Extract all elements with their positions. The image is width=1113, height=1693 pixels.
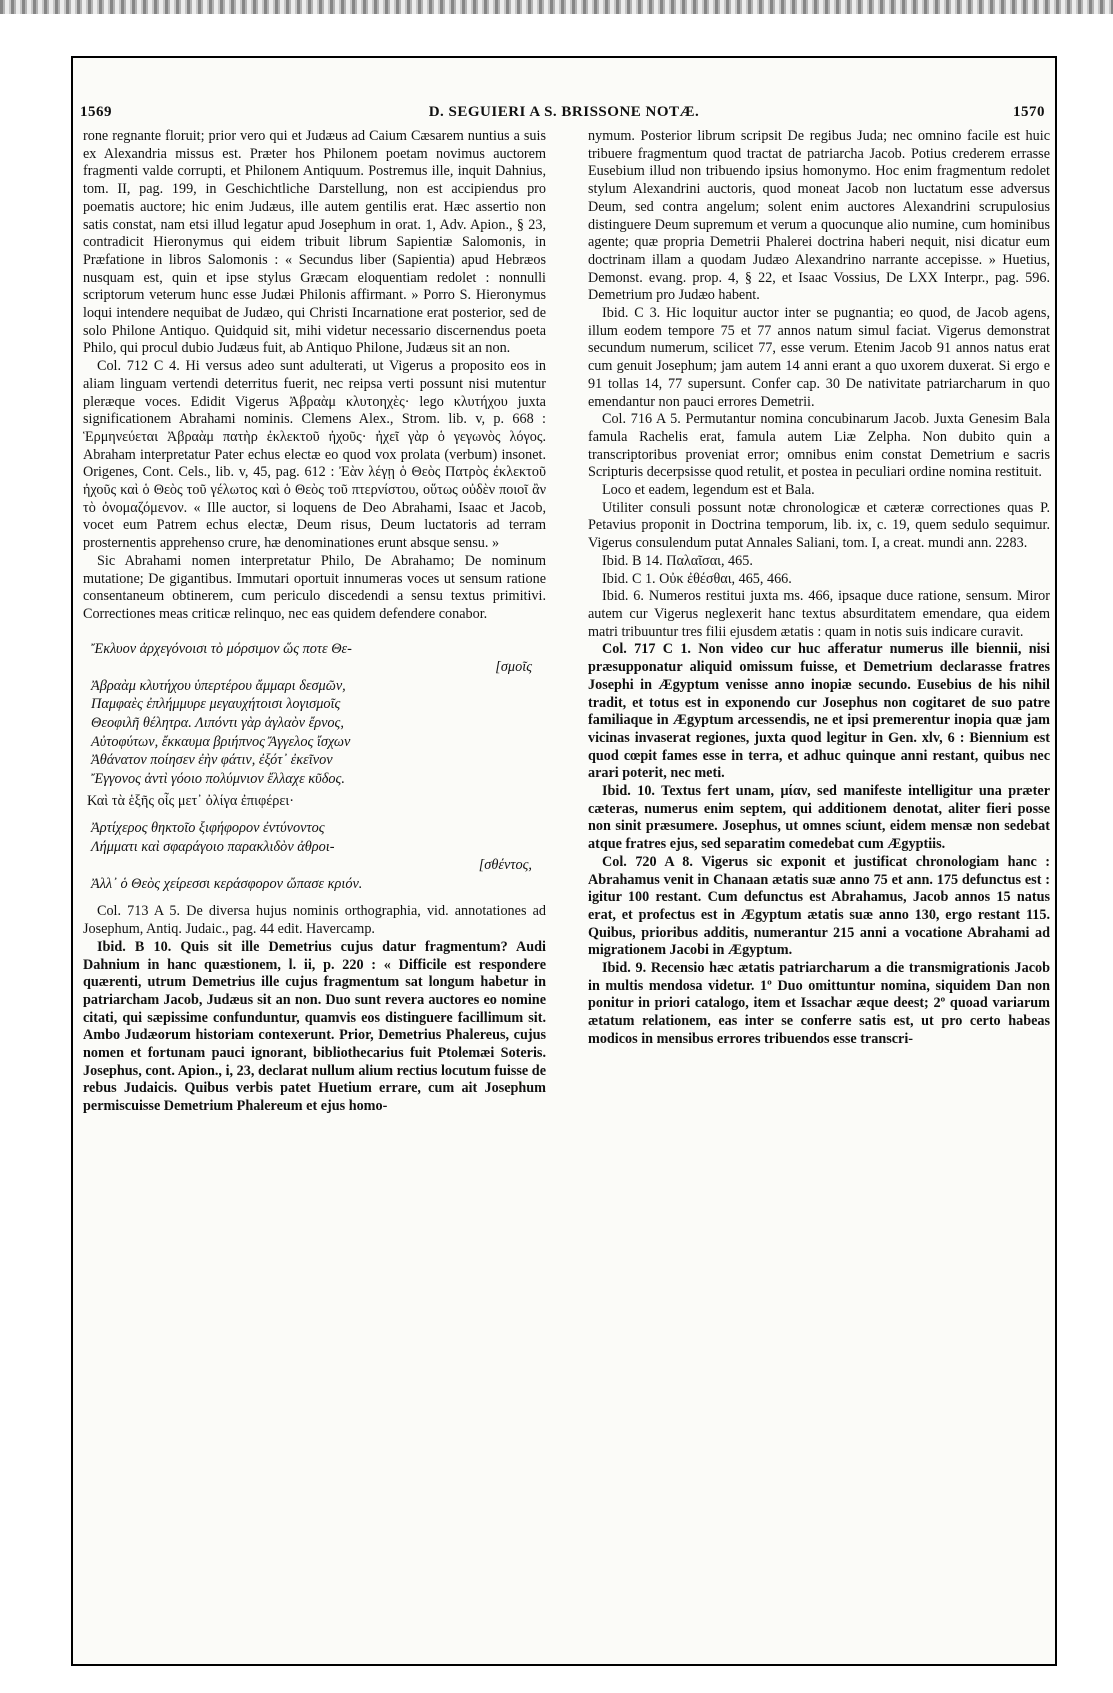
book-page [71,56,1057,1666]
paragraph: nymum. Posterior librum scripsit De regibus Juda; nec omnino facile est huic tribuere fragmentum quod tractat de patriarcha Jacob. Potius crederem errasse Eusebium illud non tribuendo ipsius homonymo. Hoc enim fragmentum redolet stylum Alexandrini auctoris, quod moneat Jacob non luctatum esse adversus Deum, sed contra angelum; solent enim auctores Alexandrini scrupulosius distinguere Deum supremum et verum a quocunque alio numine, cum hominibus agente; quæ propria Demetrii Phalerei doctrina haberi nequit, nisi dicatur eum doctrinam illam a quodam Judæo Alexandrino narrante accepisse. » Huetius, Demonst. evang. prop. 4, § 22, et Isaac Vossius, De LXX Interpr., pag. 596. Demetrium pro Judæo habent. [588,128,1050,304]
paragraph: Ibid. B 10. Quis sit ille Demetrius cujus datur fragmentum? Audi Dahnium in hanc quæstionem, l. ii, p. 220 : « Difficile est respondere quærenti, utrum Demetrius ille cujus fragmentum sat longum habetur in patriarcham Jacob, Judæus sit an non. Duo sunt revera auctores eo nomine citati, qui sæpissime confunduntur, quamvis eos distinguere facillimum sit. Ambo Judæorum historiam contexerunt. Prior, Demetrius Phalereus, cujus nomen et fortunam pauci ignorant, bibliothecarius fuit Ptolemæi Soteris. Josephus, cont. Apion., i, 23, declarat nullum alium rectius locutum fuisse de rebus Judaicis. Quibus verbis patet Huetium errare, cum ait Josephum permiscuisse Demetrium Phalereum et ejus homo- [83,938,546,1115]
paragraph: Col. 713 A 5. De diversa hujus nominis orthographia, vid. annotationes ad Josephum, Antiq. Judaic., pag. 44 edit. Havercamp. [83,903,546,938]
verse-line: Ἔγγονος ἀντὶ γόοιο πολύμνιον ἔλλαχε κῦδος. [91,770,345,787]
verse-line: Ἔκλυον ἀρχεγόνοισι τὸ μόρσιμον ὥς ποτε Θε- [91,640,352,657]
verse-continuation: [σμοῖς [495,659,532,676]
verse-line: Παμφαὲς ἐπλήμμυρε μεγαυχήτοισι λογισμοῖς [91,696,341,713]
paragraph: Ibid. C 1. Οὐκ ἐθέσθαι, 465, 466. [602,570,792,587]
right-column [588,128,1050,1049]
left-column [83,128,546,1116]
verse-line: Ἀρτίχερος θηκτοῖο ξιφήφορον ἐντύνοντος [91,820,325,837]
paragraph: Utiliter consuli possunt notæ chronologicæ et cæteræ correctiones quas P. Petavius proponit in Doctrina temporum, lib. ix, c. 19, quem sedulo sequimur. Vigerus consulendum putat Annales Saliani, tom. I, a creat. mundi ann. 2283. [588,499,1050,552]
paragraph: Ibid. 9. Recensio hæc ætatis patriarcharum a die transmigrationis Jacob in multis mendosa videtur. 1º Duo omittuntur nomina, siquidem Dan non ponitur in priori catalogo, item et Issachar æque deest; 2º quoad variarum ætatum relationem, eas inter se conferre satis est, ut pro certo habeas modicos in mensibus errores tribuendos esse transcri- [588,960,1050,1047]
paragraph: Ibid. B 14. Παλαῖσαι, 465. [602,552,753,569]
paragraph: Ibid. 10. Textus fert unam, μίαν, sed manifeste intelligitur una præter cæteras, numerus enim septem, qui additionem denotat, aliter fieri posse non sinit præsumere. Josephus, ut omnes sciunt, eidem mensæ non sedebat atque fratres ejus, sed separatim comedebat cum Ægyptiis. [588,783,1050,853]
verse-line: Ἀθάνατον ποίησεν ἐὴν φάτιν, ἐξότ᾽ ἐκεῖνον [91,752,333,769]
paragraph: rone regnante floruit; prior vero qui et Judæus ad Caium Cæsarem nuntius a suis ex Alexandria missus est. Præter hos Philonem poetam novimus auctorem fragmenti valde corrupti, et Philonem Antiquum. Postremus ille, inquit Dahnius, tom. II, pag. 199, in Geschichtliche Darstellung, non est accipiendus pro poematis auctore; hic enim Judæus, ille autem gentilis erat. Hæc assertio non satis constat, nam etsi illud legatur apud Josephum in orat. 1, Adv. Apion., § 23, contradicit Hieronymus qui eidem tribuit librum Sapientiæ Salomonis, in Præfatione in libros Salomonis : « Secundus liber (Sapientia) apud Hebræos nusquam est, quin et ipse stylus Græcam eloquentiam redolet : nonnulli scriptorum veterum hunc esse Judæi Philonis affirmant. » Porro S. Hieronymus loqui intendere nequibat de Judæo, qui Christi Incarnatione erat posterior, sed de solo Philone Antiquo. Quidquid sit, mihi videtur necessario discernendus poeta Philo, qui procul dubio Judæus fuit, ab Antiquo Philone, Judæus sit an non. [83,128,546,357]
paragraph: Sic Abrahami nomen interpretatur Philo, De Abrahamo; De nominum mutatione; De gigantibus. Immutari oportuit innumeras voces ut sensum ratione consentaneum obtinerem, cum periculo discedendi a sensu textus primitivi. Correctiones meas criticæ relinquo, nec eas quidem defendere conabor. [83,552,546,622]
verse-line: Ἀβραὰμ κλυτήχου ὑπερτέρου ἄμμαρι δεσμῶν, [91,677,346,694]
scan-edge [0,0,1113,14]
page-number-right: 1570 [1013,104,1045,120]
paragraph: Ibid. C 3. Hic loquitur auctor inter se pugnantia; eo quod, de Jacob agens, illum eodem tempore 75 et 77 annos natum simul faciat. Vigerus demonstrat secundum numerum, scilicet 77, esse verum. Etenim Jacob 91 annos natus erat cum genuit Josephum; jam autem 14 anni erant a quo uxorem duxerat. Si ergo e 91 tollas 14, 77 supersunt. Confer cap. 30 De nativitate patriarcharum in quo emendantur non pauci errores Demetrii. [588,305,1050,410]
verse-line: Αὐτοφύτων, ἔκκαυμα βριήπνος Ἄγγελος ἴσχων [91,733,351,750]
paragraph: Col. 720 A 8. Vigerus sic exponit et justificat chronologiam hanc : Abrahamus venit in Chanaan ætatis suæ anno 75 et ann. 175 defunctus est : igitur 100 restant. Cum defunctus est Abrahamus, Jacob annos 15 natus erat, et profectus est in Ægyptum ætatis suæ anno 130, ergo restant 115. Quibus, prioribus additis, numerantur 215 anni a vocatione Abrahami ad migrationem Jacobi in Ægyptum. [588,853,1050,959]
verse-line: Ἀλλ᾽ ὁ Θεὸς χείρεσσι κεράσφορον ὤπασε κριόν. [91,875,363,892]
running-title: D. SEGUIERI A S. BRISSONE NOTÆ. [428,104,700,120]
paragraph: Col. 716 A 5. Permutantur nomina concubinarum Jacob. Juxta Genesim Bala famula Rachelis erat, famula autem Liæ Zelpha. Non dubito quin a transcriptoribus proveniat error; omnibus enim constat Demetrium e sacris Scripturis decerpsisse quod retulit, et postea in peculiari ordine nomina restituit. [588,411,1050,481]
greek-verse-block [87,640,546,894]
verse-line: Θεοφιλῆ θέλητρα. Λιπόντι γὰρ ἀγλαὸν ἔρνος, [91,715,344,732]
verse-continuation: [σθέντος, [478,857,532,874]
paragraph: Loco et eadem, legendum est et Bala. [602,482,815,499]
paragraph: Ibid. 6. Numeros restitui juxta ms. 466, ipsaque duce ratione, sensum. Miror autem cur Vigerus neglexerit hanc textus absurditatem emendare, qua eidem matri tribuuntur tres filii ejusdem ætatis : quam in notis suis indicare curavit. [588,588,1050,640]
page-number-left: 1569 [80,104,112,120]
paragraph: Col. 717 C 1. Non video cur huc afferatur numerus ille biennii, nisi præsupponatur aliquid omissum fuisse, et Demetrium declarasse fratres Josephi in Ægyptum venisse anno inopiæ secundo. Eusebius de his nihil tradit, et totus est in exponendo cur Josephus non cogitaret de suo patre familiaque in Ægyptum arcessendis, ne et ipsi premerentur inopia quæ jam vicinas invaserat regiones, juxta quod legitur in Gen. xlv, 6 : Biennium est quod cœpit fames esse in terra, et adhuc quinque anni restant, quibus nec arari poterit, nec meti. [588,641,1050,782]
verse-line: Λήμματι καὶ σφαράγοιο παρακλιδὸν ἀθροι- [91,838,335,855]
paragraph: Col. 712 C 4. Hi versus adeo sunt adulterati, ut Vigerus a proposito eos in aliam linguam vertendi deterritus fuerit, nec reipsa verti possunt nisi mutentur pleræque voces. Edidit Vigerus Ἀβραὰμ κλυτοηχὲς· lego κλυτήχου juxta significationem Abrahami nominis. Clemens Alex., Strom. lib. v, p. 668 : Ἑρμηνεύεται Ἀβραὰμ πατὴρ ἐκλεκτοῦ ἠχοῦς· ἠχεῖ γὰρ ὁ γεγωνὸς λόγος. Abraham interpretatur Pater echus electæ eo quod vox prolata (verbum) insonet. Origenes, Cont. Cels., lib. v, 45, pag. 612 : Ἐὰν λέγῃ ὁ Θεὸς Πατρὸς ἐκλεκτοῦ ἠχοῦς καὶ ὁ Θεὸς τοῦ γέλωτος καὶ ὁ Θεὸς τοῦ πτερνίστου, οὕτως οὐδὲν ποιοῖ ἂν τὸ ὀνομαζόμενον. « Ille auctor, si loquens de Deo Abrahami, Isaac et Jacob, vocet eum Patrem echus electæ, Deum risus, Deum luctatoris ad terram prosternentis apprehenso crure, hæ denominationes erunt absque sensu. » [83,358,546,552]
running-header [73,104,1055,126]
verse-intro: Καὶ τὰ ἑξῆς οἷς μετ᾽ ὀλίγα ἐπιφέρει· [87,793,294,810]
